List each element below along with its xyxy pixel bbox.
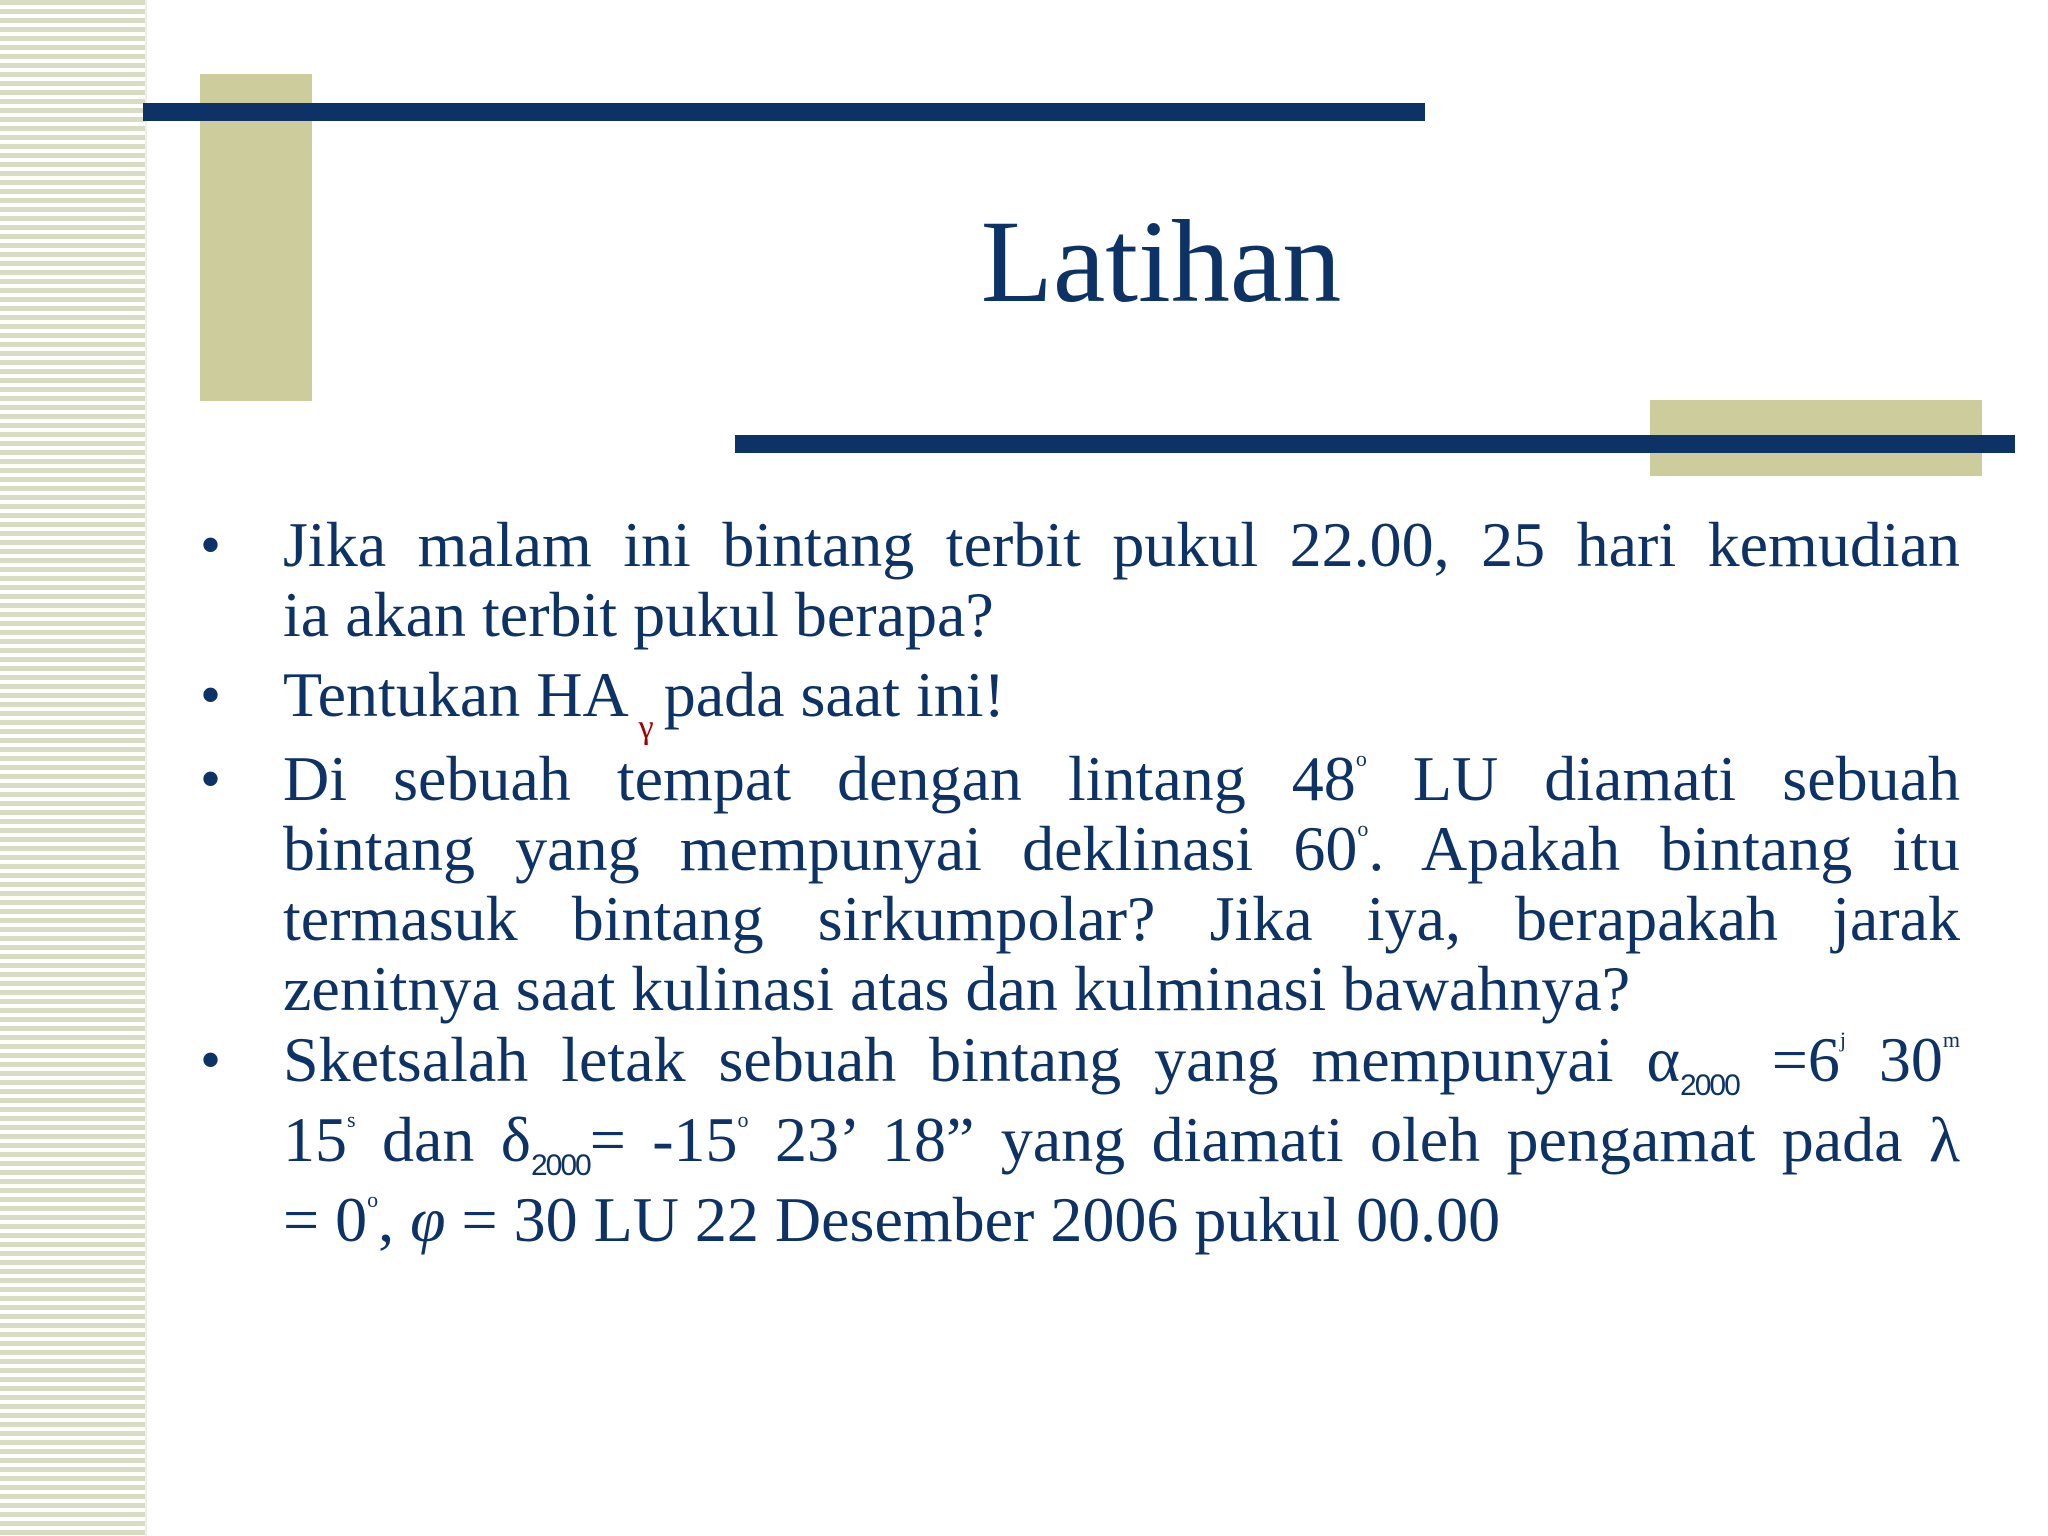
degree-mark: o <box>737 1107 749 1132</box>
minute-superscript: m <box>1942 1027 1961 1052</box>
bullet-item-2 <box>200 659 1960 746</box>
text: = 30 LU 22 Desember 2006 pukul 00.00 <box>445 1184 1501 1255</box>
degree-mark: o <box>1357 816 1369 841</box>
bullet-icon: • <box>200 1027 222 1093</box>
line: zenitnya saat kulinasi atas dan kulminasi bawahnya? <box>283 953 1631 1024</box>
bullet-list <box>200 510 1960 1260</box>
phi-symbol: φ <box>410 1184 446 1255</box>
text: 23’ 18” yang diamati oleh pengamat pada λ <box>748 1104 1961 1175</box>
bullet-item-4 <box>200 1020 1960 1260</box>
text: = -15 <box>589 1104 738 1175</box>
text: . Apakah bintang itu <box>1368 813 1961 884</box>
navy-rule-bottom <box>735 435 2015 453</box>
text: , <box>378 1184 411 1255</box>
line <box>283 1100 1960 1180</box>
epoch-subscript: 2000 <box>1680 1069 1739 1102</box>
bullet-item-1 <box>200 510 1960 650</box>
text: LU diamati sebuah <box>1366 743 1961 814</box>
line: termasuk bintang sirkumpolar? Jika iya, berapakah jarak <box>283 883 1960 954</box>
line: Jika malam ini bintang terbit pukul 22.00, 25 hari kemudian <box>283 509 1960 580</box>
hour-superscript: j <box>1839 1027 1846 1052</box>
text: =6 <box>1738 1024 1840 1095</box>
text: Di sebuah tempat dengan lintang 48 <box>283 743 1356 814</box>
line <box>283 1180 1960 1260</box>
epoch-subscript: 2000 <box>530 1149 590 1182</box>
line <box>283 814 1960 884</box>
bullet-icon: • <box>200 662 222 728</box>
navy-rule-top <box>143 103 1425 121</box>
text: = 0 <box>283 1184 368 1255</box>
text: 30 <box>1845 1024 1943 1095</box>
line: ia akan terbit pukul berapa? <box>283 579 994 650</box>
text: Tentukan HA <box>283 659 629 730</box>
slide-title: Latihan <box>980 196 1342 327</box>
text: Sketsalah letak sebuah bintang yang mempunyai α <box>283 1024 1681 1095</box>
degree-mark: o <box>367 1187 379 1212</box>
line <box>283 744 1960 814</box>
olive-accent-block-left <box>200 74 312 401</box>
degree-mark: o <box>1355 746 1367 771</box>
text: pada saat ini! <box>663 659 1005 730</box>
bullet-icon: • <box>200 746 222 812</box>
left-stripe-decoration <box>0 0 147 1536</box>
text: bintang yang mempunyai deklinasi 60 <box>283 813 1358 884</box>
text: 15 <box>283 1104 347 1175</box>
bullet-icon: • <box>200 512 222 578</box>
text: dan δ <box>355 1104 531 1175</box>
second-superscript: s <box>347 1107 356 1132</box>
line <box>283 1020 1960 1100</box>
bullet-item-3 <box>200 744 1960 1024</box>
gamma-symbol: γ <box>638 709 654 746</box>
